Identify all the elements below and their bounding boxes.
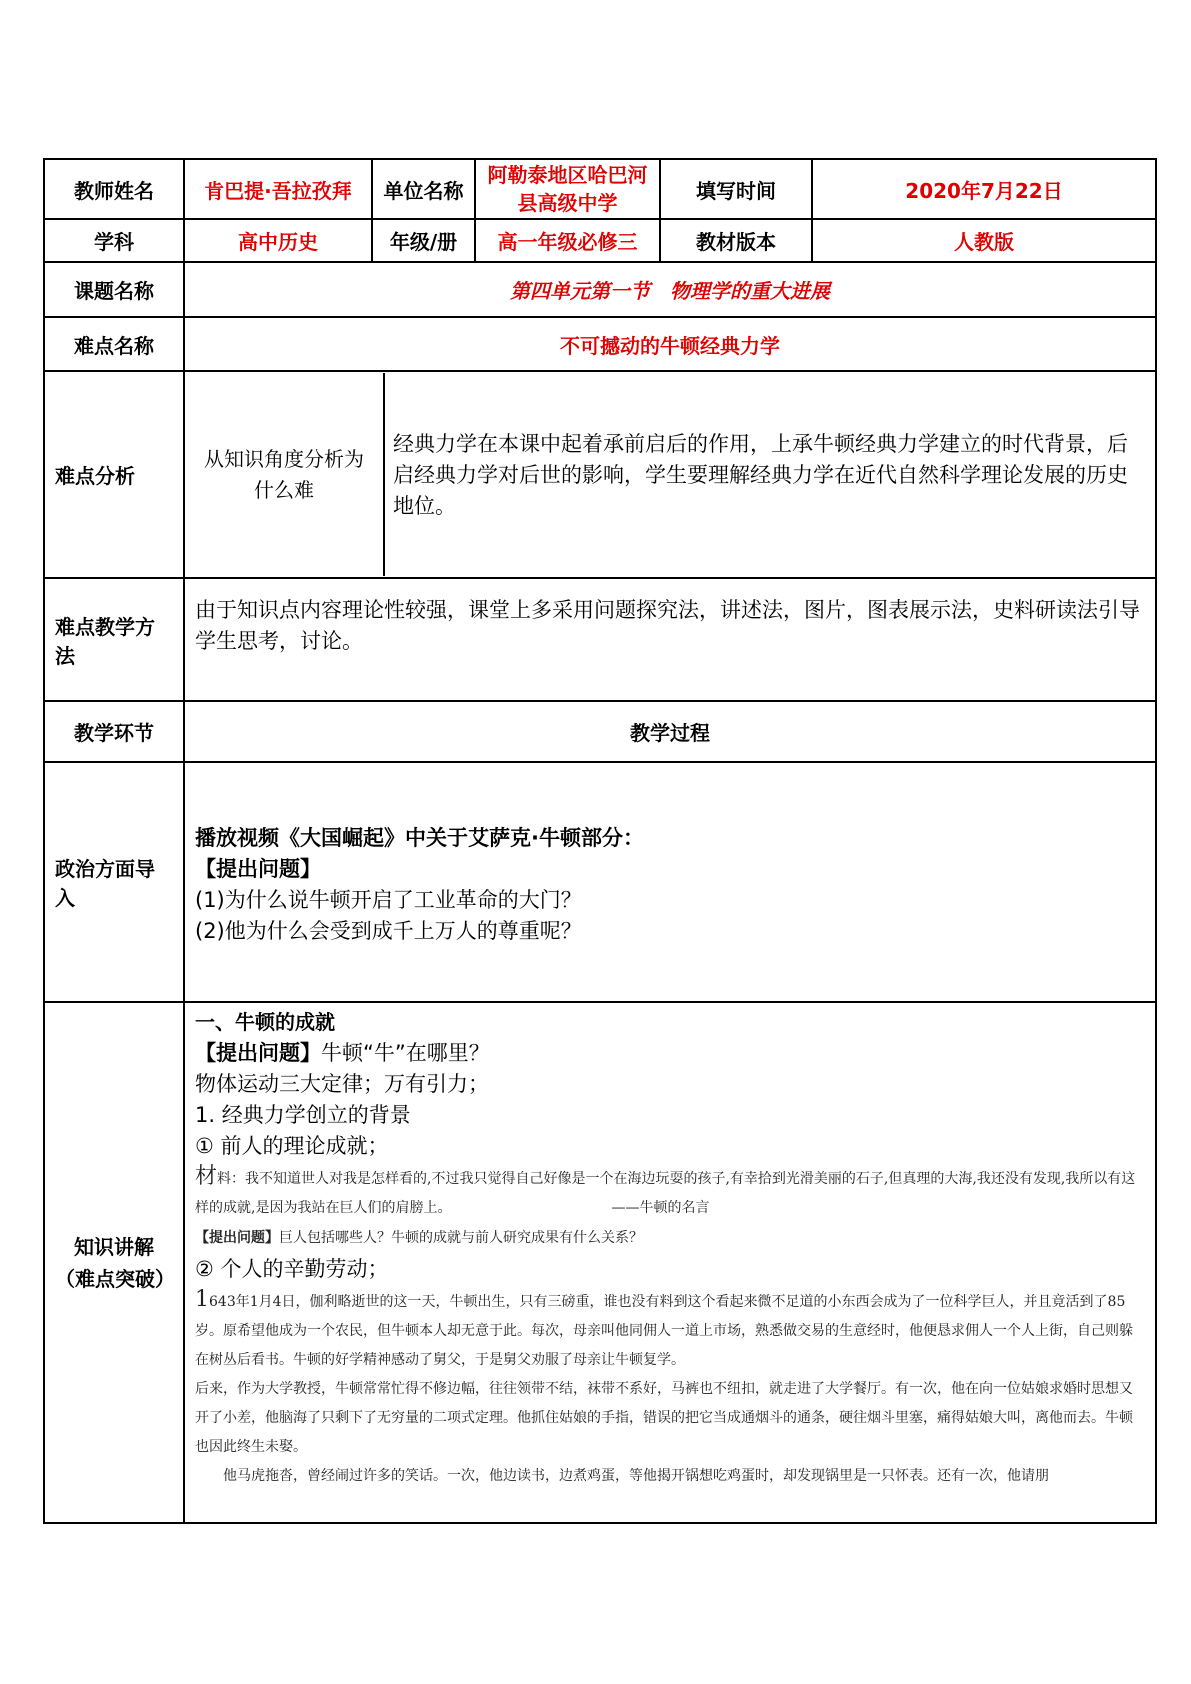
subject-label: 学科	[44, 219, 184, 262]
laws-line: 物体运动三大定律；万有引力；	[195, 1072, 489, 1096]
question-text-1: 牛顿“牛”在哪里？	[321, 1041, 490, 1065]
story-paragraph-2: 后来，作为大学教授，牛顿常常忙得不修边幅，往往领带不结，袜带不系好，马裤也不纽扣，就走进了大学餐厅。有一次，他在向一位姑娘求婚时思想又开了小差，他脑海了只剩下了无穷量的二项式定理。他抓住姑娘的手指，错误的把它当成通烟斗的通条，硬往烟斗里塞，痛得姑娘大叫，离他而去。牛顿也因此终生未娶。	[195, 1381, 1133, 1455]
material-big-char: 材	[195, 1164, 218, 1189]
intro-line-3: (1)为什么说牛顿开启了工业革命的大门？	[195, 888, 582, 912]
grade-label: 年级/册	[372, 219, 475, 262]
intro-content	[184, 762, 1156, 1002]
unit-value: 阿勒泰地区哈巴河县高级中学	[475, 159, 660, 219]
point-1: ① 前人的理论成就；	[195, 1134, 389, 1158]
edition-label: 教材版本	[660, 219, 812, 262]
method-text: 由于知识点内容理论性较强，课堂上多采用问题探究法，讲述法，图片，图表展示法，史料研读法引导学生思考，讨论。	[184, 578, 1156, 701]
process-value: 教学过程	[184, 701, 1156, 762]
intro-line-4: (2)他为什么会受到成千上万人的尊重呢？	[195, 919, 582, 943]
knowledge-content	[184, 1002, 1156, 1523]
knowledge-label-2: （难点突破）	[55, 1266, 175, 1291]
question-tag-1: 【提出问题】	[195, 1041, 321, 1065]
date-label: 填写时间	[660, 159, 812, 219]
analysis-cell	[184, 371, 1156, 578]
story-paragraph-3: 他马虎拖沓，曾经闹过许多的笑话。一次，他边读书，边煮鸡蛋，等他揭开锅想吃鸡蛋时，却发现锅里是一只怀表。还有一次，他请朋	[223, 1468, 1049, 1484]
difficulty-value: 不可撼动的牛顿经典力学	[184, 317, 1156, 371]
grade-value: 高一年级必修三	[475, 219, 660, 262]
story-paragraph-1: 643年1月4日，伽利略逝世的这一天，牛顿出生，只有三磅重，谁也没有料到这个看起来微不足道的小东西会成为了一位科学巨人，并且竟活到了85岁。原希望他成为一个农民，但牛顿本人却无意于此。每次，母亲叫他同佣人一道上市场，熟悉做交易的生意经时，他便恳求佣人一个人上街，自己则躲在树丛后看书。牛顿的好学精神感动了舅父，于是舅父劝服了母亲让牛顿复学。	[195, 1294, 1133, 1368]
material-quote: ——牛顿的名言	[611, 1200, 710, 1216]
intro-line-1: 播放视频《大国崛起》中关于艾萨克·牛顿部分：	[195, 826, 644, 850]
intro-line-2: 【提出问题】	[195, 857, 321, 881]
question-tag-2: 【提出问题】	[195, 1230, 279, 1246]
method-label: 难点教学方法	[44, 578, 184, 701]
lesson-plan-table	[43, 158, 1157, 1524]
subject-value: 高中历史	[184, 219, 372, 262]
point-2: ② 个人的辛勤劳动；	[195, 1257, 389, 1281]
process-label: 教学环节	[44, 701, 184, 762]
material-text: 料：我不知道世人对我是怎样看的,不过我只觉得自己好像是一个在海边玩耍的孩子,有幸拾到光滑美丽的石子,但真理的大海,我还没有发现,我所以有这样的成就,是因为我站在巨人们的肩膀上。	[195, 1171, 1136, 1216]
knowledge-label	[44, 1002, 184, 1523]
unit-label: 单位名称	[372, 159, 475, 219]
teacher-label: 教师姓名	[44, 159, 184, 219]
teacher-value: 肯巴提·吾拉孜拜	[184, 159, 372, 219]
knowledge-heading: 一、牛顿的成就	[195, 1010, 335, 1034]
question-text-2: 巨人包括哪些人？牛顿的成就与前人研究成果有什么关系？	[279, 1230, 643, 1246]
topic-value: 第四单元第一节 物理学的重大进展	[184, 262, 1156, 317]
intro-label: 政治方面导入	[44, 762, 184, 1002]
topic-label: 课题名称	[44, 262, 184, 317]
analysis-text: 经典力学在本课中起着承前启后的作用，上承牛顿经典力学建立的时代背景，后启经典力学对后世的影响，学生要理解经典力学在近代自然科学理论发展的历史地位。	[393, 432, 1128, 518]
background-line: 1. 经典力学创立的背景	[195, 1103, 411, 1127]
date-value: 2020年7月22日	[812, 159, 1156, 219]
story-big-char: 1	[195, 1287, 209, 1312]
difficulty-label: 难点名称	[44, 317, 184, 371]
knowledge-label-1: 知识讲解	[74, 1234, 154, 1259]
analysis-sub-label: 从知识角度分析为什么难	[185, 373, 385, 576]
edition-value: 人教版	[812, 219, 1156, 262]
analysis-label: 难点分析	[44, 371, 184, 578]
